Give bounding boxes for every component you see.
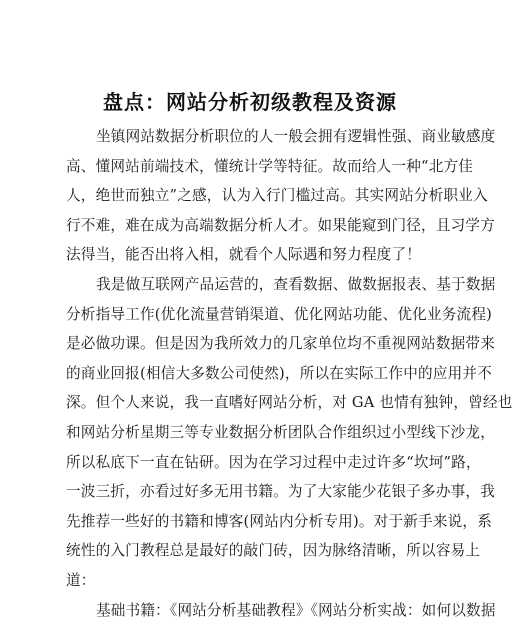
text-line: 分析指导工作(优化流量营销渠道、优化网站功能、优化业务流程) <box>66 300 438 330</box>
text-line: 先推荐一些好的书籍和博客(网站内分析专用)。对于新手来说，系 <box>66 507 438 537</box>
text-line: 是必做功课。但是因为我所效力的几家单位均不重视网站数据带来 <box>66 329 438 359</box>
text-line: 坐镇网站数据分析职位的人一般会拥有逻辑性强、商业敏感度 <box>66 122 438 152</box>
article-body <box>66 122 438 625</box>
text-line: 法得当，能否出将入相，就看个人际遇和努力程度了！ <box>66 240 438 270</box>
text-line: 统性的入门教程总是最好的敲门砖，因为脉络清晰，所以容易上 <box>66 536 438 566</box>
text-line: 和网站分析星期三等专业数据分析团队合作组织过小型线下沙龙， <box>66 418 438 448</box>
text-line: 人，绝世而独立”之感，认为入行门槛过高。其实网站分析职业入 <box>66 181 438 211</box>
text-line: 所以私底下一直在钻研。因为在学习过程中走过许多“坎坷”路， <box>66 448 438 478</box>
text-line: 高、懂网站前端技术，懂统计学等特征。故而给人一种“北方佳 <box>66 152 438 182</box>
page-title: 盘点：网站分析初级教程及资源 <box>0 86 500 115</box>
text-line: 行不难，难在成为高端数据分析人才。如果能窥到门径，且习学方 <box>66 211 438 241</box>
text-line: 的商业回报(相信大多数公司使然)，所以在实际工作中的应用并不 <box>66 359 438 389</box>
text-line: 深。但个人来说，我一直嗜好网站分析，对 GA 也情有独钟，曾经也 <box>66 388 438 418</box>
text-line: 一波三折，亦看过好多无用书籍。为了大家能少花银子多办事，我 <box>66 477 438 507</box>
text-line: 基础书籍：《网站分析基础教程》《网站分析实战：如何以数据 <box>66 596 438 625</box>
text-line: 道： <box>66 566 438 596</box>
text-line: 我是做互联网产品运营的，查看数据、做数据报表、基于数据 <box>66 270 438 300</box>
